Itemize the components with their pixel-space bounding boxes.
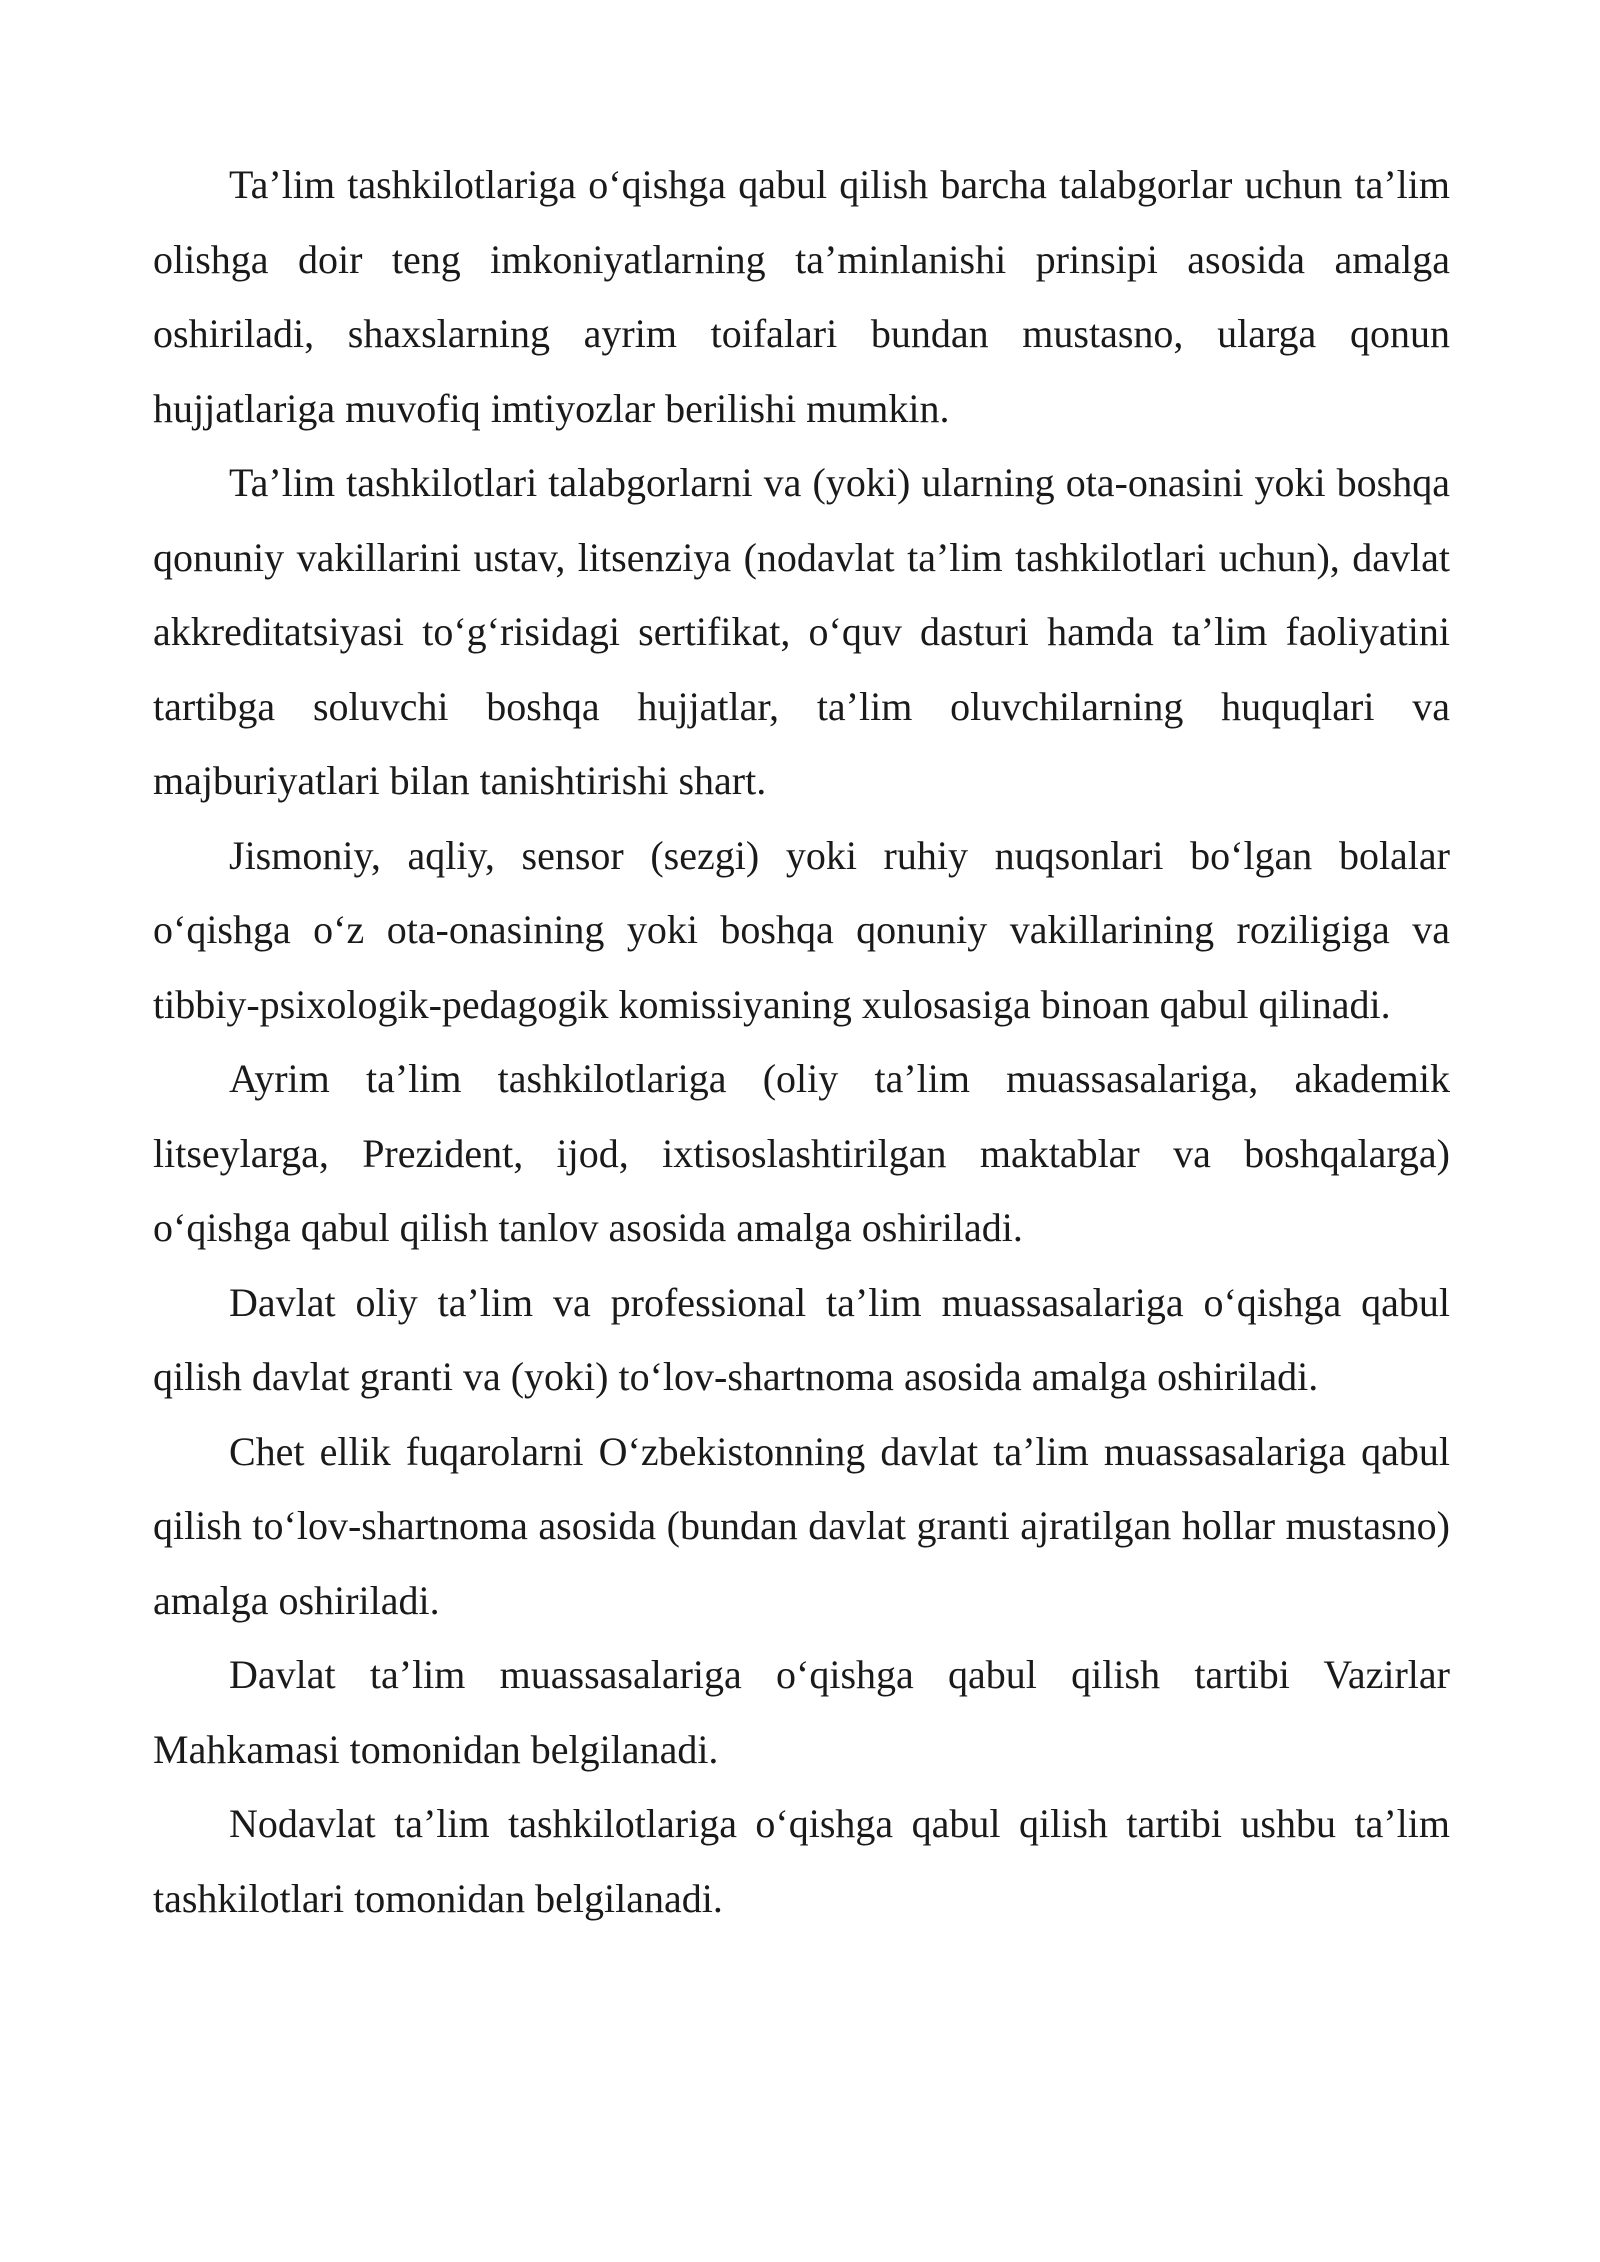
paragraph-6: Chet ellik fuqarolarni O‘zbekistonning davlat ta’lim muassasalariga qabul qilish to‘lov-shartnoma asosida (bundan davlat granti ajratilgan hollar mustasno) amalga oshiriladi. — [153, 1428, 1450, 1623]
paragraph-1: Ta’lim tashkilotlariga o‘qishga qabul qilish barcha talabgorlar uchun ta’lim olishga doir teng imkoniyatlarning ta’minlanishi prinsipi asosida amalga oshiriladi, shaxslarning ayrim toifalari bundan mustasno, ularga qonun hujjatlariga muvofiq imtiyozlar berilishi mumkin. — [153, 162, 1450, 431]
paragraph-7: Davlat ta’lim muassasalariga o‘qishga qabul qilish tartibi Vazirlar Mahkamasi tomonidan belgilanadi. — [153, 1652, 1450, 1772]
paragraph-4: Ayrim ta’lim tashkilotlariga (oliy ta’lim muassasalariga, akademik litseylarga, Prezident, ijod, ixtisoslashtirilgan maktablar va boshqalarga) o‘qishga qabul qilish tanlov asosida amalga oshiriladi. — [153, 1056, 1450, 1250]
document-body — [153, 148, 1450, 1936]
paragraph-2: Ta’lim tashkilotlari talabgorlarni va (yoki) ularning ota-onasini yoki boshqa qonuniy vakillarini ustav, litsenziya (nodavlat ta’lim tashkilotlari uchun), davlat akkreditatsiyasi to‘g‘risidagi sertifikat, o‘quv dasturi hamda ta’lim faoliyatini tartibga soluvchi boshqa hujjatlar, ta’lim oluvchilarning huquqlari va majburiyatlari bilan tanishtirishi shart. — [153, 460, 1450, 803]
paragraph-5: Davlat oliy ta’lim va professional ta’lim muassasalariga o‘qishga qabul qilish davlat granti va (yoki) to‘lov-shartnoma asosida amalga oshiriladi. — [153, 1279, 1450, 1399]
paragraph-3: Jismoniy, aqliy, sensor (sezgi) yoki ruhiy nuqsonlari bo‘lgan bolalar o‘qishga o‘z ota-onasining yoki boshqa qonuniy vakillarining roziligiga va tibbiy-psixologik-pedagogik komissiyaning xulosasiga binoan qabul qilinadi. — [153, 832, 1450, 1027]
paragraph-8: Nodavlat ta’lim tashkilotlariga o‘qishga qabul qilish tartibi ushbu ta’lim tashkilotlari tomonidan belgilanadi. — [153, 1801, 1450, 1921]
